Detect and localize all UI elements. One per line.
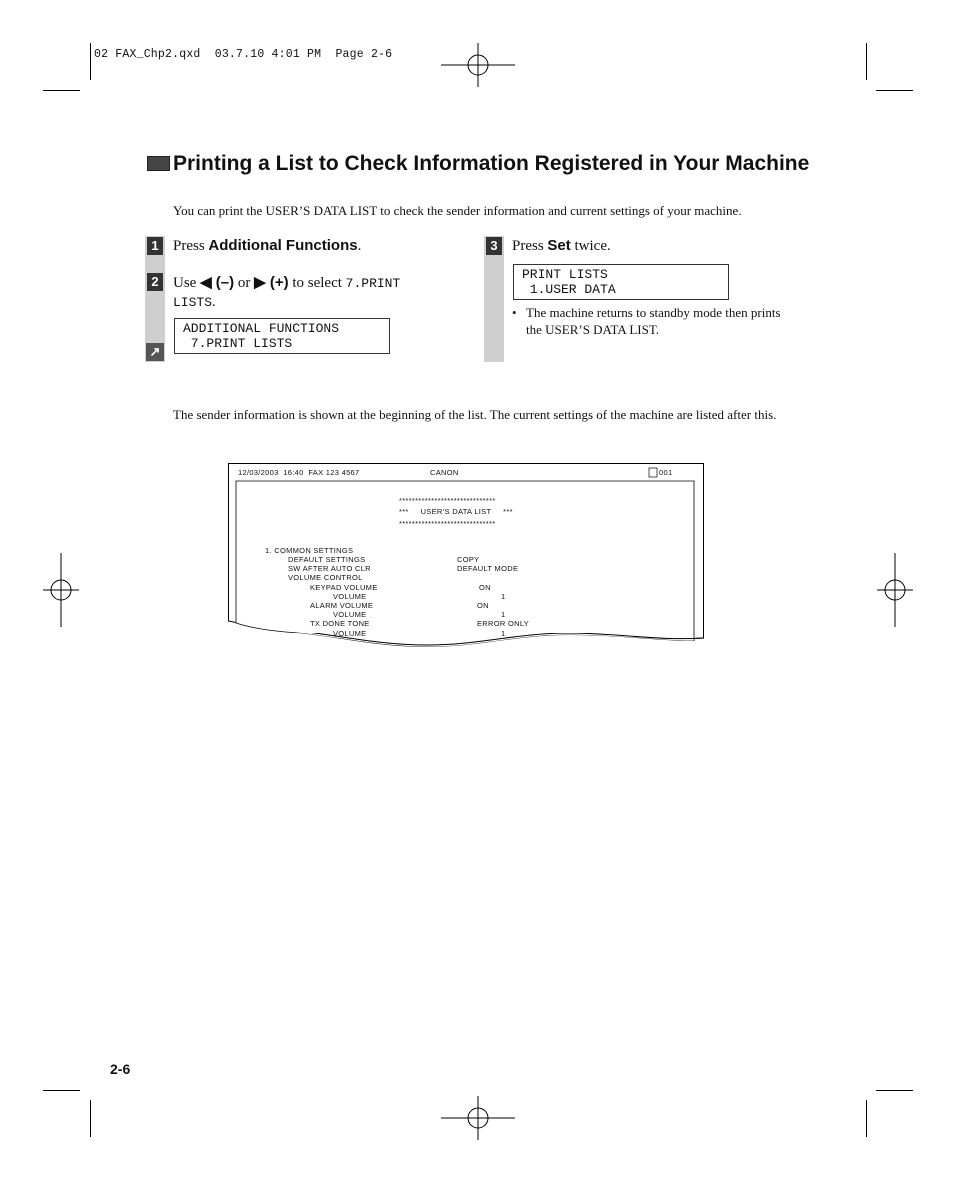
section-marker-icon bbox=[147, 156, 170, 171]
note-line-1: The machine returns to standby mode then prints bbox=[526, 305, 781, 320]
step-3-pre: Press bbox=[512, 238, 548, 254]
step-2-mid: to select bbox=[288, 275, 346, 291]
list-row-label: DEFAULT SETTINGS bbox=[288, 555, 366, 564]
step-3-text bbox=[512, 237, 611, 255]
shortcut-arrow-icon: ↗ bbox=[146, 343, 164, 361]
step-1-pre: Press bbox=[173, 238, 209, 254]
lcd-line-2: 7.PRINT LISTS bbox=[183, 336, 293, 351]
note-line-2: the USER’S DATA LIST. bbox=[526, 322, 660, 337]
right-arrow-icon: ▶ bbox=[254, 274, 266, 291]
minus-key: (–) bbox=[211, 274, 235, 291]
list-row-value: COPY bbox=[457, 555, 480, 564]
list-date: 12/03/2003 16:40 FAX 123 4567 bbox=[238, 468, 360, 477]
lcd-line-1: ADDITIONAL FUNCTIONS bbox=[183, 321, 340, 336]
additional-functions-key: Additional Functions bbox=[208, 237, 358, 254]
list-row-value: 1 bbox=[501, 610, 506, 619]
list-row-value: ON bbox=[477, 601, 489, 610]
step-2-number: 2 bbox=[147, 273, 163, 291]
list-stars-bottom: ****************************** bbox=[399, 519, 496, 528]
list-row-label: SW AFTER AUTO CLR bbox=[288, 564, 371, 573]
list-row-label: VOLUME bbox=[333, 592, 367, 601]
list-row-label: VOLUME CONTROL bbox=[288, 573, 363, 582]
lcd-line-2: 1.USER DATA bbox=[522, 282, 616, 297]
list-row-value: 1 bbox=[501, 629, 506, 638]
lcd-display-step-3 bbox=[513, 264, 729, 300]
list-row-label: 1. COMMON SETTINGS bbox=[265, 546, 354, 555]
set-key: Set bbox=[547, 237, 571, 254]
step-2-post: . bbox=[212, 294, 216, 310]
page-number: 2-6 bbox=[110, 1061, 131, 1077]
section-title: Printing a List to Check Information Registered in Your Machine bbox=[173, 152, 810, 175]
menu-item-code-2: LISTS bbox=[173, 295, 213, 310]
list-row-value: DEFAULT MODE bbox=[457, 564, 519, 573]
plus-key: (+) bbox=[265, 274, 289, 291]
list-row-value: ERROR ONLY bbox=[477, 619, 530, 628]
list-row-label: TX DONE TONE bbox=[310, 619, 370, 628]
list-row-label: KEYPAD VOLUME bbox=[310, 583, 378, 592]
step-1-text bbox=[173, 237, 361, 255]
list-row-label: VOLUME bbox=[333, 629, 367, 638]
list-row-label: ALARM VOLUME bbox=[310, 601, 374, 610]
lcd-display-step-2 bbox=[174, 318, 390, 354]
step-3-post: twice. bbox=[570, 238, 611, 254]
menu-item-code: 7.PRINT bbox=[345, 276, 401, 291]
bullet: • bbox=[512, 305, 517, 320]
list-row-value: 1 bbox=[501, 592, 506, 601]
section-intro: You can print the USER’S DATA LIST to check the sender information and current settings of your machine. bbox=[173, 203, 742, 218]
list-stars-top: ****************************** bbox=[399, 496, 496, 505]
file-slug: 02 FAX_Chp2.qxd 03.7.10 4:01 PM Page 2-6 bbox=[94, 48, 393, 61]
step-2-or: or bbox=[234, 275, 255, 291]
torn-edge-mask bbox=[228, 633, 704, 663]
list-brand: CANON bbox=[430, 468, 459, 477]
body-paragraph: The sender information is shown at the beginning of the list. The current settings of the machine are listed after this. bbox=[173, 407, 777, 422]
list-row-label: VOLUME bbox=[333, 610, 367, 619]
step-1-number: 1 bbox=[147, 237, 163, 255]
step-3-note bbox=[512, 304, 812, 338]
sample-user-data-list bbox=[228, 463, 704, 653]
step-1-post: . bbox=[357, 238, 362, 254]
step-2-pre: Use bbox=[173, 275, 201, 291]
left-arrow-icon: ◀ bbox=[200, 274, 212, 291]
step-2-text bbox=[173, 274, 463, 312]
step-3-number: 3 bbox=[486, 237, 502, 255]
lcd-line-1: PRINT LISTS bbox=[522, 267, 608, 282]
list-row-value: ON bbox=[479, 583, 491, 592]
list-page: 001 bbox=[659, 468, 673, 477]
list-title: *** USER’S DATA LIST *** bbox=[399, 507, 513, 516]
